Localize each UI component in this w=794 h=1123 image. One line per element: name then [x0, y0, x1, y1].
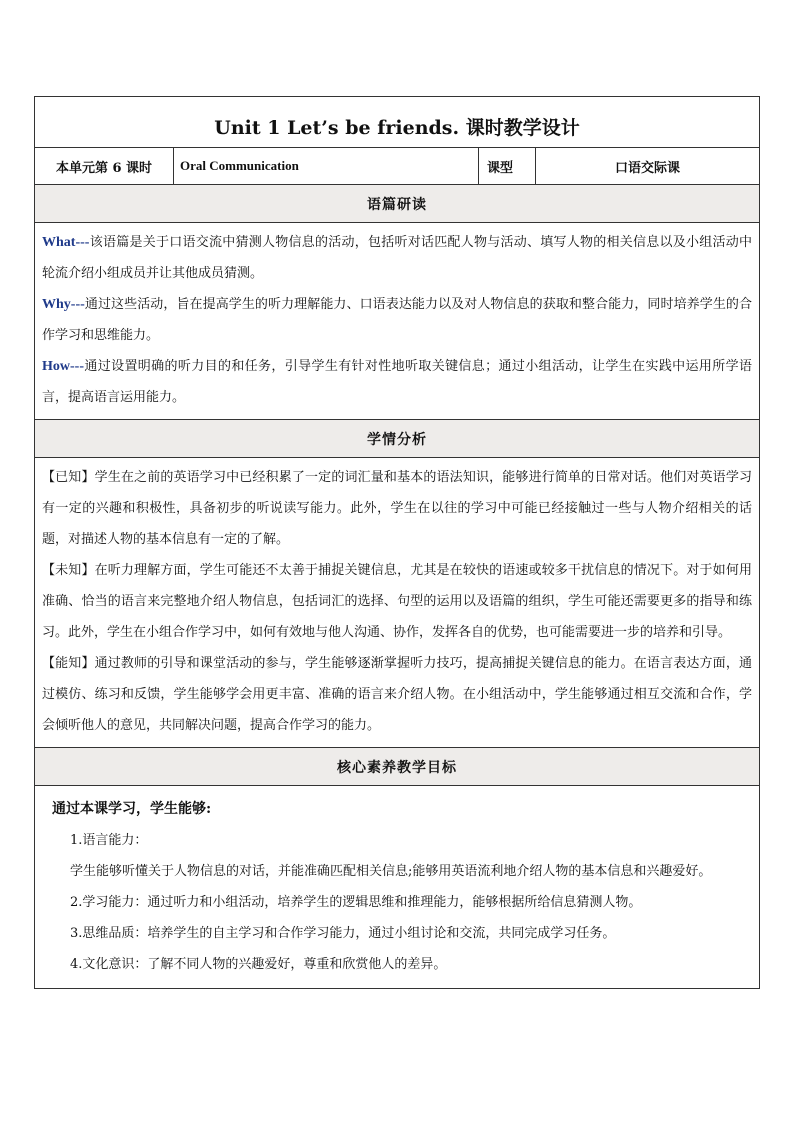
title-text: Unit 1 Let’s be friends. 课时教学设计 — [214, 116, 580, 139]
objective-item-1: 1.语言能力： — [70, 833, 148, 848]
objective-item-2: 2.学习能力：通过听力和小组活动，培养学生的逻辑思维和推理能力，能够根据所给信息猜测人物。 — [70, 895, 642, 910]
objective-item-1-detail: 学生能够听懂关于人物信息的对话，并能准确匹配相关信息;能够用英语流利地介绍人物的基本信息和兴趣爱好。 — [70, 864, 712, 879]
what-text: 该语篇是关于口语交流中猜测人物信息的活动，包括听对话匹配人物与活动、填写人物的相关信息以及小组活动中轮流介绍小组成员并让其他成员猜测。 — [42, 235, 752, 281]
why-label: Why--- — [42, 297, 85, 312]
section-header-text-study — [35, 185, 759, 223]
section-title: 核心素养教学目标 — [337, 759, 457, 776]
page-title — [35, 97, 759, 148]
what-paragraph — [42, 227, 752, 289]
section-title: 学情分析 — [367, 431, 427, 448]
ability-paragraph: 【能知】通过教师的引导和课堂活动的参与，学生能够逐渐掌握听力技巧，提高捕捉关键信息的能力。在语言表达方面，通过模仿、练习和反馈，学生能够学会用更丰富、准确的语言来介绍人物。在小组活动中，学生能够通过相互交流和合作，学会倾听他人的意见，共同解决问题，提高合作学习的能力。 — [42, 656, 752, 733]
unknown-paragraph: 【未知】在听力理解方面，学生可能还不太善于捕捉关键信息，尤其是在较快的语速或较多干扰信息的情况下。对于如何用准确、恰当的语言来完整地介绍人物信息，包括词汇的选择、句型的运用以及语篇的组织，学生可能还需要更多的指导和练习。此外，学生在小组合作学习中，如何有效地与他人沟通、协作，发挥各自的优势，也可能需要进一步的培养和引导。 — [42, 563, 752, 640]
how-text: 通过设置明确的听力目的和任务，引导学生有针对性地听取关键信息；通过小组活动，让学生在实践中运用所学语言，提高语言运用能力。 — [42, 359, 752, 405]
objectives-lead: 通过本课学习，学生能够: — [52, 801, 212, 817]
objective-item-3: 3.思维品质：培养学生的自主学习和合作学习能力，通过小组讨论和交流，共同完成学习任务。 — [70, 926, 616, 941]
what-label: What--- — [42, 235, 90, 250]
info-row — [35, 148, 759, 185]
how-label: How--- — [42, 359, 84, 374]
lesson-number: 本单元第 6 课时 — [35, 148, 174, 184]
objective-item-4: 4.文化意识：了解不同人物的兴趣爱好，尊重和欣赏他人的差异。 — [70, 957, 447, 972]
text-study-body — [35, 223, 759, 420]
learner-analysis-body — [35, 458, 759, 748]
lesson-topic: Oral Communication — [174, 148, 479, 184]
objectives-body — [35, 786, 759, 988]
lesson-type-label: 课型 — [479, 148, 536, 184]
known-paragraph: 【已知】学生在之前的英语学习中已经积累了一定的词汇量和基本的语法知识，能够进行简单的日常对话。他们对英语学习有一定的兴趣和积极性，具备初步的听说读写能力。此外，学生在以往的学习中可能已经接触过一些与人物介绍相关的话题，对描述人物的基本信息有一定的了解。 — [42, 470, 752, 547]
why-text: 通过这些活动，旨在提高学生的听力理解能力、口语表达能力以及对人物信息的获取和整合能力，同时培养学生的合作学习和思维能力。 — [42, 297, 752, 343]
lesson-plan-table — [34, 96, 760, 989]
why-paragraph — [42, 289, 752, 351]
how-paragraph — [42, 351, 752, 413]
lesson-type-value: 口语交际课 — [614, 160, 680, 176]
section-header-learner-analysis — [35, 420, 759, 458]
section-title: 语篇研读 — [367, 196, 427, 213]
section-header-objectives — [35, 748, 759, 786]
